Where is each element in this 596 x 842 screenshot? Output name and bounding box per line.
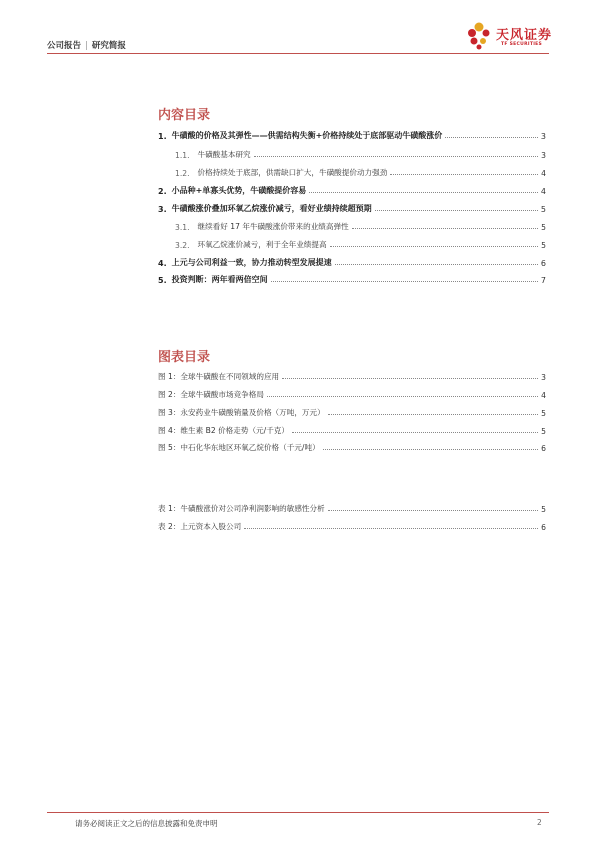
toc-entry-page: 4 — [541, 169, 546, 178]
logo-chinese-name: 天风证券 — [496, 28, 553, 43]
figure-entry-page: 5 — [541, 427, 546, 436]
toc-entry-page: 3 — [540, 132, 546, 141]
toc-entry-text: 牛磺酸基本研究 — [197, 150, 251, 159]
toc-entry-text: 小品种+单寡头优势，牛磺酸提价容易 — [171, 186, 307, 195]
dot-leader — [244, 528, 538, 529]
table-entry[interactable] — [158, 502, 546, 514]
toc-entry-page: 4 — [540, 187, 546, 196]
table-entry-text: 表 1：牛磺酸涨价对公司净利润影响的敏感性分析 — [158, 504, 325, 513]
report-type: 公司报告 — [47, 41, 82, 51]
flower-logo-icon — [466, 20, 498, 52]
toc-entry[interactable] — [158, 129, 546, 141]
toc-entry-number: 1.1. — [175, 151, 190, 160]
dot-leader — [335, 264, 538, 265]
toc-entry-number: 3.1. — [175, 223, 190, 232]
figure-entry-text: 图 5：中石化华东地区环氧乙烷价格（千元/吨） — [158, 443, 320, 452]
toc-entry-text: 价格持续处于底部，供需缺口扩大，牛磺酸提价动力强劲 — [197, 168, 388, 177]
figure-entry-page: 3 — [541, 373, 546, 382]
report-subtype: 研究简报 — [91, 41, 126, 51]
toc-subentry[interactable] — [175, 166, 546, 178]
toc-entry-number: 2. — [158, 187, 167, 196]
figure-entry-text: 图 4：维生素 B2 价格走势（元/千克） — [158, 426, 289, 435]
toc-entry-text: 环氧乙烷涨价减亏，利于全年业绩提高 — [197, 240, 327, 249]
toc-entry-text: 牛磺酸涨价叠加环氧乙烷涨价减亏，看好业绩持续超预期 — [171, 204, 372, 213]
figure-entry-text: 图 3：永安药业牛磺酸销量及价格（万吨，万元） — [158, 408, 325, 417]
dot-leader — [254, 156, 539, 157]
toc-entry-text: 继续看好 17 年牛磺酸涨价带来的业绩高弹性 — [197, 222, 349, 231]
toc-subentry[interactable] — [175, 148, 546, 160]
toc-entry-page: 7 — [540, 276, 546, 285]
dot-leader — [390, 174, 538, 175]
dot-leader — [330, 246, 539, 247]
toc-entry[interactable] — [158, 184, 546, 196]
dot-leader — [271, 281, 538, 282]
dot-leader — [292, 432, 538, 433]
header-rule — [47, 53, 549, 54]
toc-subentry[interactable] — [175, 238, 546, 250]
figure-entry[interactable] — [158, 441, 546, 453]
toc-entry-number: 1. — [158, 132, 167, 141]
toc-entry-number: 3.2. — [175, 241, 190, 250]
toc-title: 内容目录 — [158, 108, 211, 123]
footer-disclaimer: 请务必阅读正文之后的信息披露和免责申明 — [75, 819, 218, 828]
toc-entry-text: 投资判断：两年看两倍空间 — [171, 275, 268, 284]
dot-leader — [267, 396, 538, 397]
footer-rule — [47, 812, 549, 813]
toc-entry-text: 上元与公司利益一致，协力推动转型发展提速 — [171, 258, 332, 267]
dot-leader — [352, 228, 538, 229]
figures-toc-title: 图表目录 — [158, 350, 211, 365]
table-entry-text: 表 2：上元资本入股公司 — [158, 522, 242, 531]
figure-entry-text: 图 1：全球牛磺酸在不同领域的应用 — [158, 372, 280, 381]
figure-entry[interactable] — [158, 424, 546, 436]
figure-entry-page: 5 — [541, 409, 546, 418]
table-entry-page: 6 — [541, 523, 546, 532]
dot-leader — [445, 137, 538, 138]
toc-entry-number: 4. — [158, 259, 167, 268]
dot-leader — [375, 210, 538, 211]
dot-leader — [328, 414, 538, 415]
toc-entry-page: 3 — [541, 151, 546, 160]
figure-entry[interactable] — [158, 370, 546, 382]
toc-entry-number: 5. — [158, 276, 167, 285]
figure-entry-page: 4 — [541, 391, 546, 400]
dot-leader — [309, 192, 538, 193]
toc-entry[interactable] — [158, 273, 546, 285]
toc-subentry[interactable] — [175, 220, 546, 232]
page-number: 2 — [537, 818, 542, 827]
toc-entry-text: 牛磺酸的价格及其弹性——供需结构失衡+价格持续处于底部驱动牛磺酸涨价 — [171, 131, 443, 140]
toc-entry-page: 5 — [541, 223, 546, 232]
figure-entry[interactable] — [158, 406, 546, 418]
figure-entry-text: 图 2：全球牛磺酸市场竞争格局 — [158, 390, 264, 399]
dot-leader — [323, 449, 538, 450]
toc-entry-page: 5 — [541, 241, 546, 250]
toc-entry[interactable] — [158, 202, 546, 214]
logo-english-name: TF SECURITIES — [501, 42, 543, 47]
toc-entry[interactable] — [158, 256, 546, 268]
company-logo — [466, 20, 558, 54]
toc-entry-page: 6 — [540, 259, 546, 268]
figure-entry-page: 6 — [541, 444, 546, 453]
header-separator: | — [85, 41, 88, 51]
table-entry[interactable] — [158, 520, 546, 532]
toc-entry-number: 1.2. — [175, 169, 190, 178]
toc-entry-page: 5 — [540, 205, 546, 214]
toc-entry-number: 3. — [158, 205, 167, 214]
table-entry-page: 5 — [541, 505, 546, 514]
dot-leader — [282, 378, 538, 379]
figure-entry[interactable] — [158, 388, 546, 400]
dot-leader — [328, 510, 538, 511]
report-category — [47, 39, 126, 51]
